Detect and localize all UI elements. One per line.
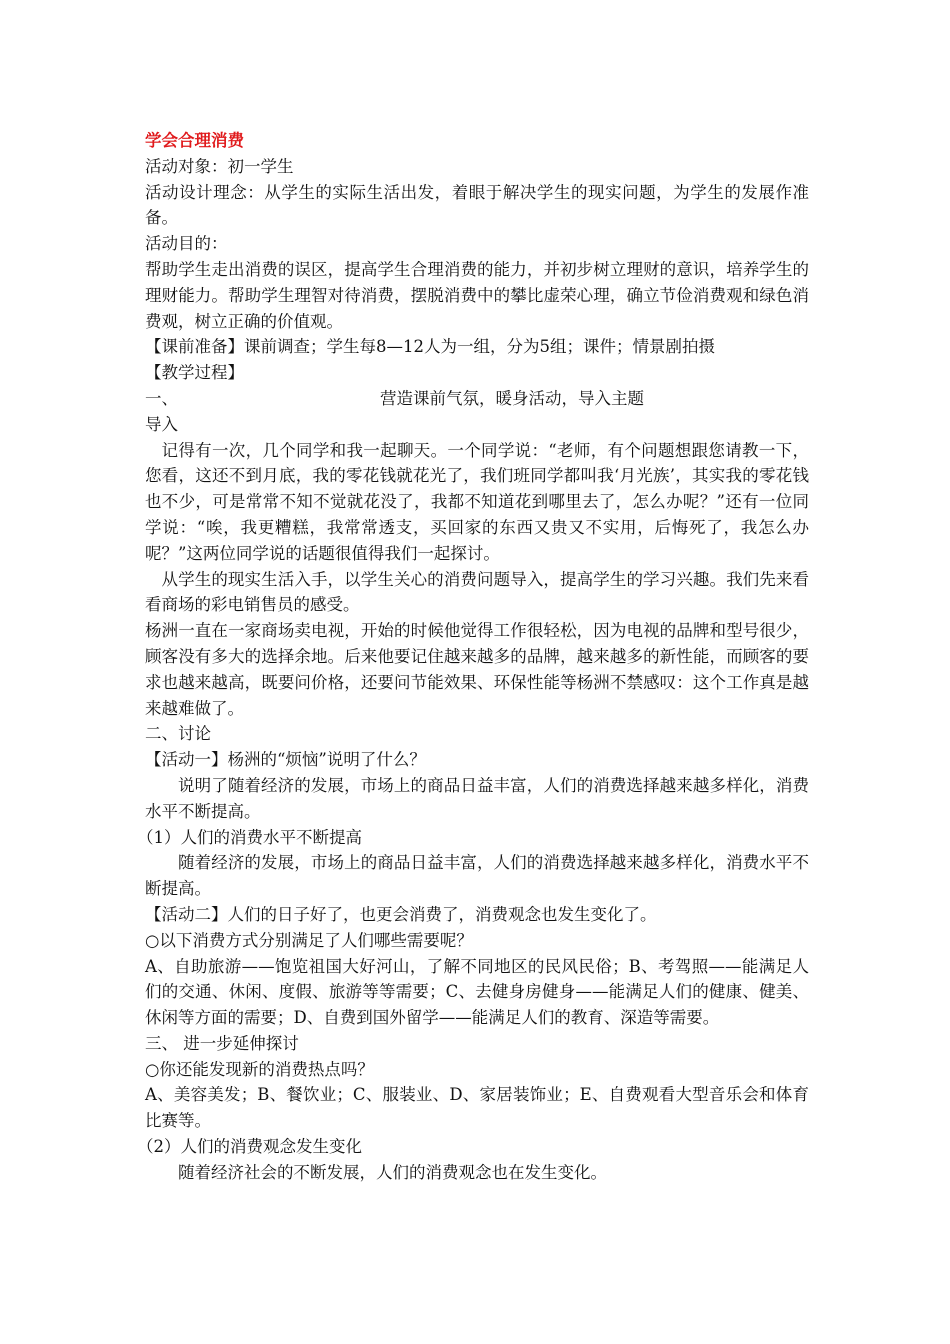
- activity-one-answer: 说明了随着经济的发展，市场上的商品日益丰富，人们的消费选择越来越多样化，消费水平不断提高。: [145, 775, 809, 821]
- section-three-heading: 三、 进一步延伸探讨: [145, 1033, 299, 1053]
- preparation: 【课前准备】课前调查；学生每8—12人为一组，分为5组；课件；情景剧拍摄: [145, 337, 715, 357]
- point-one-text: 随着经济的发展，市场上的商品日益丰富，人们的消费选择越来越多样化，消费水平不断提高。: [145, 853, 809, 899]
- section-one-heading: [145, 386, 809, 412]
- activity-target: 活动对象：初一学生: [145, 156, 294, 176]
- objective-text: 帮助学生走出消费的误区，提高学生合理消费的能力，并初步树立理财的意识，培养学生的理财能力。帮助学生理智对待消费，摆脱消费中的攀比虚荣心理，确立节俭消费观和绿色消费观，树立正确的价值观。: [145, 259, 809, 331]
- intro-story: 记得有一次，几个同学和我一起聊天。一个同学说：“老师，有个问题想跟您请教一下，您看，这还不到月底，我的零花钱就花光了，我们班同学都叫我‘月光族’，其实我的零花钱也不少，可是常常不知不觉就花没了，我都不知道花到哪里去了，怎么办呢？”还有一位同学说：“唉，我更糟糕，我常常透支，买回家的东西又贵又不实用，后悔死了，我怎么办呢？”这两位同学说的话题很值得我们一起探讨。: [145, 440, 809, 563]
- intro-note: 从学生的现实生活入手，以学生关心的消费问题导入，提高学生的学习兴趣。我们先来看看商场的彩电销售员的感受。: [145, 569, 809, 615]
- consumption-question: ○以下消费方式分别满足了人们哪些需要呢？: [145, 930, 473, 950]
- salesman-story: 杨洲一直在一家商场卖电视，开始的时候他觉得工作很轻松，因为电视的品牌和型号很少，顾客没有多大的选择余地。后来他要记住越来越多的品牌，越来越多的新性能，而顾客的要求也越来越高，既要问价格，还要问节能效果、环保性能等杨洲不禁感叹：这个工作真是越来越难做了。: [145, 621, 809, 718]
- activity-one-question: 【活动一】杨洲的“烦恼”说明了什么？: [145, 750, 426, 770]
- process-heading: 【教学过程】: [145, 363, 244, 383]
- point-one-heading: （1）人们的消费水平不断提高: [137, 827, 362, 847]
- document-title: 学会合理消费: [145, 131, 244, 150]
- point-two-text: 随着经济社会的不断发展，人们的消费观念也在发生变化。: [178, 1162, 607, 1182]
- document-body: [137, 128, 809, 1186]
- section-one-number: 一、: [145, 388, 178, 408]
- point-two-heading: （2）人们的消费观念发生变化: [137, 1137, 362, 1157]
- consumption-answers: A、自助旅游——饱览祖国大好河山，了解不同地区的民风民俗；B、考驾照——能满足人们的交通、休闲、度假、旅游等等需要；C、去健身房健身——能满足人们的健康、健美、休闲等方面的需要；D、自费到国外留学——能满足人们的教育、深造等需要。: [145, 956, 809, 1028]
- intro-heading: 导入: [145, 414, 178, 434]
- section-two-heading: 二、讨论: [145, 724, 211, 744]
- hotspot-answers: A、美容美发；B、餐饮业；C、服装业、D、家居装饰业；E、自费观看大型音乐会和体育比赛等。: [145, 1085, 809, 1131]
- activity-two-heading: 【活动二】人们的日子好了，也更会消费了，消费观念也发生变化了。: [145, 904, 657, 924]
- design-concept: 活动设计理念：从学生的实际生活出发，着眼于解决学生的现实问题，为学生的发展作准备。: [145, 182, 809, 228]
- objective-heading: 活动目的：: [145, 234, 228, 254]
- hotspot-question: ○你还能发现新的消费热点吗？: [145, 1059, 374, 1079]
- section-one-title: 营造课前气氛，暖身活动，导入主题: [380, 388, 644, 408]
